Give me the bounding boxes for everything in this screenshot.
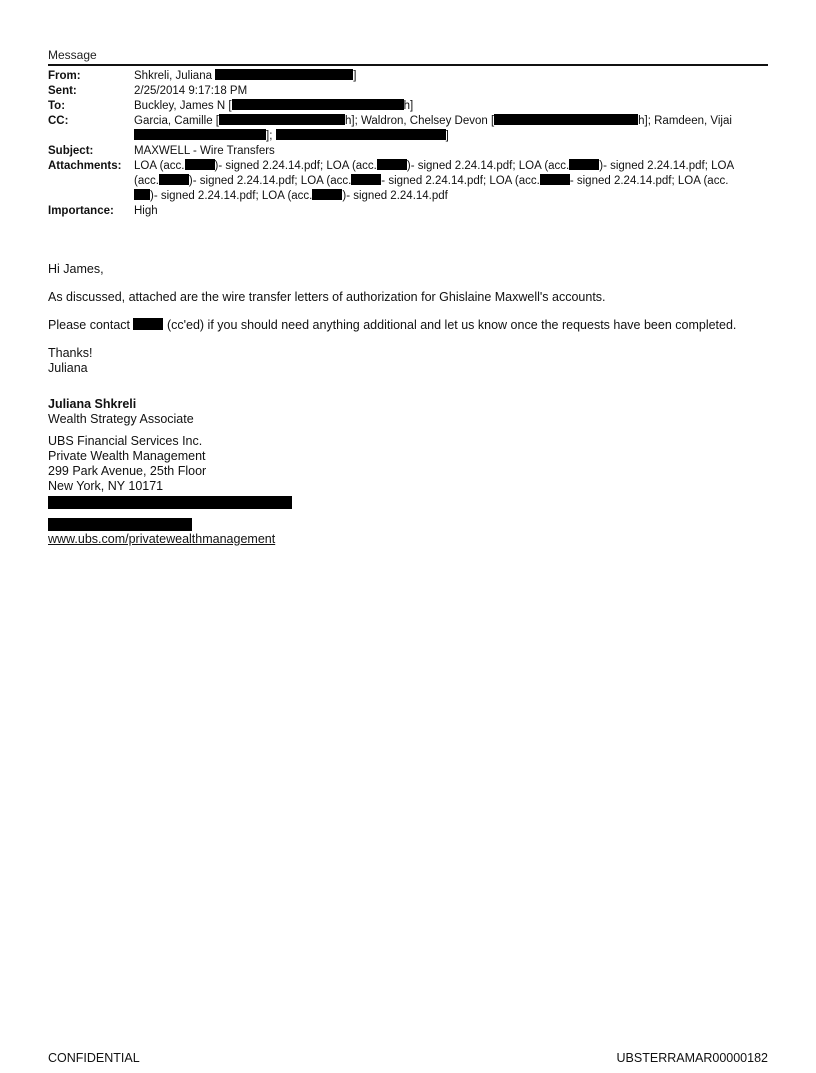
attachments-label: Attachments:: [48, 160, 122, 172]
redaction-bar: [134, 189, 150, 200]
cc-label: CC:: [48, 115, 69, 127]
closing: [48, 346, 768, 376]
signoff-text: Juliana: [48, 361, 88, 375]
attachment-text: )- signed 2.24.14.pdf; LOA (acc.: [406, 160, 570, 172]
from-value: Shkreli, Juliana ]: [134, 70, 357, 82]
redaction-bar: [494, 114, 638, 125]
signature-name: Juliana Shkreli: [48, 397, 137, 411]
signature-role: Wealth Strategy Associate: [48, 412, 194, 426]
redaction-bar: [159, 174, 189, 185]
cc-row: [48, 114, 768, 144]
attachments-row: [48, 159, 768, 204]
signature-division: Private Wealth Management: [48, 449, 206, 463]
signature-address-1: 299 Park Avenue, 25th Floor: [48, 464, 207, 478]
attachment-text: - signed 2.24.14.pdf; LOA (acc.: [569, 175, 729, 187]
sent-label: Sent:: [48, 85, 77, 97]
email-body: [48, 262, 768, 547]
importance-row: [48, 204, 768, 219]
body-text: Please contact: [48, 318, 130, 332]
attachment-text: - signed 2.24.14.pdf; LOA (acc.: [381, 175, 540, 187]
body-text: (cc'ed) if you should need anything additional and let us know once the requests have been completed.: [166, 318, 737, 332]
importance-label: Importance:: [48, 205, 114, 217]
from-name: Shkreli, Juliana: [134, 70, 212, 82]
signature-company: UBS Financial Services Inc.: [48, 434, 203, 448]
cc-value: [134, 114, 768, 144]
attachment-text: (acc.: [134, 175, 159, 187]
to-end: h]: [403, 100, 414, 112]
attachment-text: )- signed 2.24.14.pdf: [342, 190, 448, 202]
attachments-value: [134, 159, 768, 204]
redaction-bar: [232, 99, 404, 110]
website-link[interactable]: www.ubs.com/privatewealthmanagement: [48, 532, 276, 546]
importance-value: High: [134, 205, 158, 217]
redaction-bar: [540, 174, 570, 185]
confidential-label: CONFIDENTIAL: [48, 1051, 140, 1065]
email-header: [48, 48, 768, 219]
signature-block: [48, 397, 768, 547]
redaction-bar: [133, 318, 163, 330]
redaction-bar: [215, 69, 353, 80]
body-paragraph-1: As discussed, attached are the wire transfer letters of authorization for Ghislaine Maxwell's accounts.: [48, 290, 606, 304]
attachment-text: )- signed 2.24.14.pdf; LOA (acc.: [150, 190, 313, 202]
subject-row: [48, 144, 768, 159]
signature-person: [48, 397, 768, 427]
to-label: To:: [48, 100, 66, 112]
header-fields: [48, 69, 768, 219]
redaction-bar: [377, 159, 407, 170]
bates-number: UBSTERRAMAR00000182: [616, 1051, 768, 1065]
redaction-bar: [219, 114, 345, 125]
to-row: [48, 99, 768, 114]
subject-value: MAXWELL - Wire Transfers: [134, 145, 275, 157]
redaction-bar: [48, 496, 292, 509]
message-title: Message: [48, 48, 768, 66]
redaction-bar: [312, 189, 342, 200]
signature-address-2: New York, NY 10171: [48, 479, 164, 493]
body-paragraph-2: [48, 318, 768, 333]
from-label: From:: [48, 70, 81, 82]
attachment-text: )- signed 2.24.14.pdf; LOA: [599, 160, 735, 172]
redaction-bar: [185, 159, 215, 170]
cc-part: Garcia, Camille [: [134, 115, 219, 127]
redaction-bar: [351, 174, 381, 185]
from-row: [48, 69, 768, 84]
subject-label: Subject:: [48, 145, 94, 157]
redaction-bar: [276, 129, 446, 140]
cc-part: h]; Waldron, Chelsey Devon [: [345, 115, 495, 127]
thanks-text: Thanks!: [48, 346, 93, 360]
redaction-bar: [48, 518, 192, 531]
attachment-text: LOA (acc.: [134, 160, 185, 172]
attachment-text: )- signed 2.24.14.pdf; LOA (acc.: [188, 175, 352, 187]
attachment-text: )- signed 2.24.14.pdf; LOA (acc.: [214, 160, 377, 172]
to-value: [134, 99, 768, 114]
cc-part: h]; Ramdeen, Vijai: [638, 115, 732, 127]
redaction-bar: [569, 159, 599, 170]
sent-row: [48, 84, 768, 99]
redaction-bar: [134, 129, 266, 140]
cc-part: ];: [266, 130, 273, 142]
cc-part: ]: [445, 130, 449, 142]
greeting: Hi James,: [48, 262, 104, 276]
to-name: Buckley, James N [: [134, 100, 232, 112]
sent-value: 2/25/2014 9:17:18 PM: [134, 85, 248, 97]
